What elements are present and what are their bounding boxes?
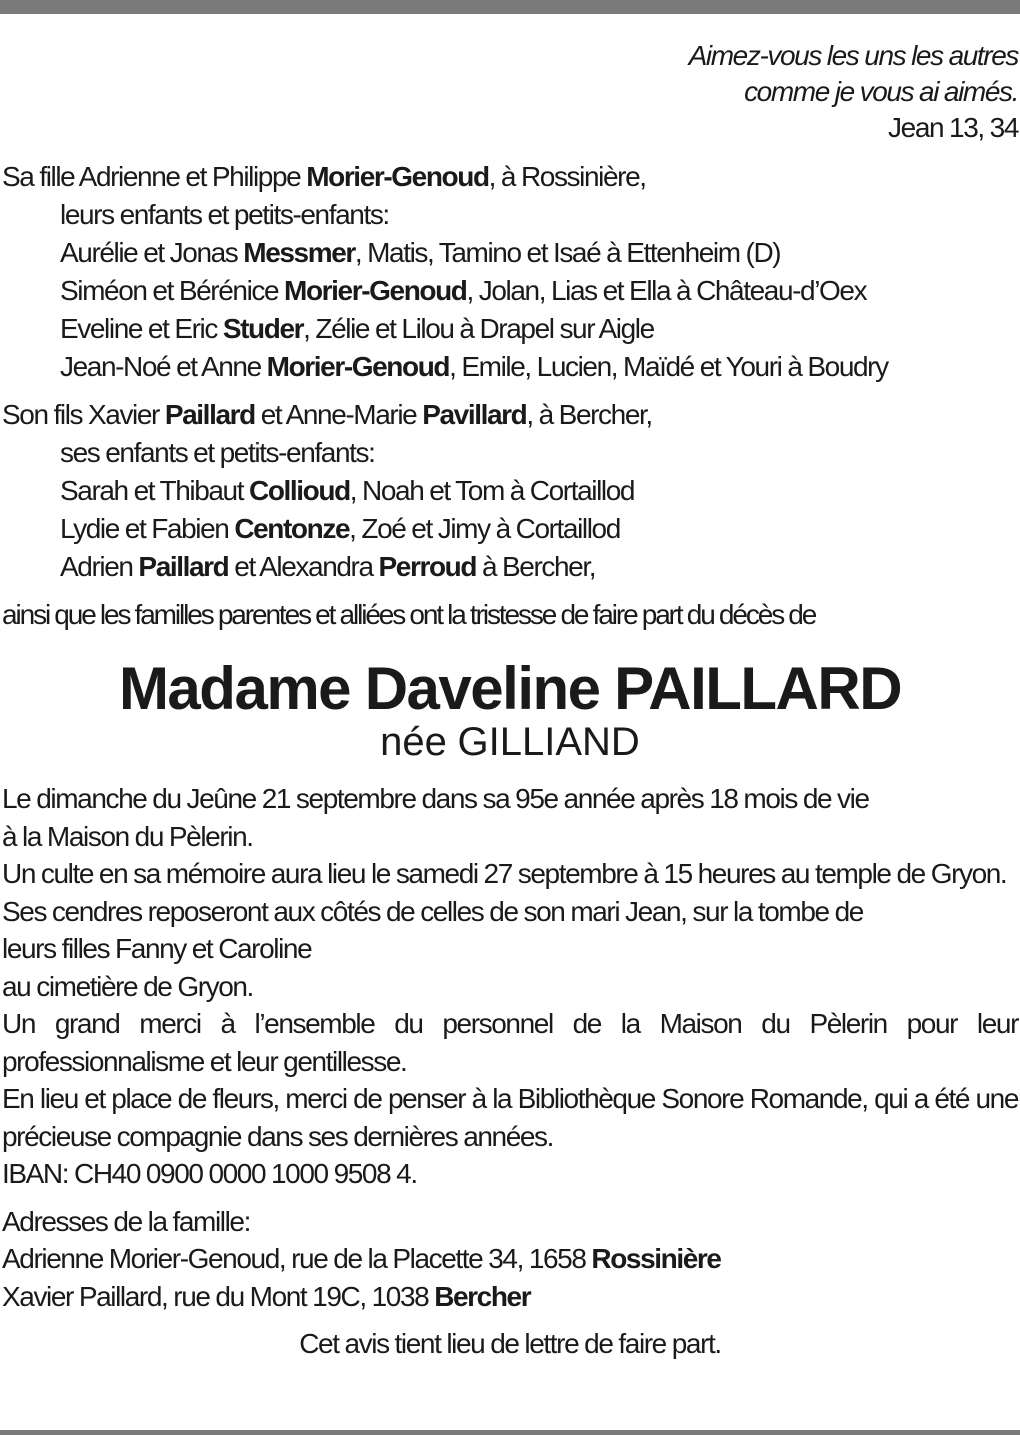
family-member-line: Adrien Paillard et Alexandra Perroud à Bercher, <box>60 551 596 582</box>
body-line: Ses cendres reposeront aux côtés de celles de son mari Jean, sur la tombe de <box>2 895 863 927</box>
family-intro: Son fils Xavier Paillard et Anne-Marie Pavillard, à Bercher, <box>2 399 652 430</box>
body-line: Le dimanche du Jeûne 21 septembre dans sa 95e année après 18 mois de vie <box>2 783 869 814</box>
family-member-line: Lydie et Fabien Centonze, Zoé et Jimy à Cortaillod <box>60 513 620 544</box>
family-member-line: Siméon et Bérénice Morier-Genoud, Jolan, Lias et Ella à Château-d’Oex <box>60 275 867 306</box>
deceased-name: Madame Daveline PAILLARD <box>118 655 902 722</box>
announcement-line: ainsi que les familles parentes et alliées ont la tristesse de faire part du décès de <box>2 599 816 630</box>
family-member-line: Eveline et Eric Studer, Zélie et Lilou à Drapel sur Aigle <box>60 313 654 344</box>
address-line: Xavier Paillard, rue du Mont 19C, 1038 Bercher <box>2 1280 531 1312</box>
family-son-section <box>2 396 1018 586</box>
family-addresses <box>2 1203 1018 1316</box>
family-member-line: Jean-Noé et Anne Morier-Genoud, Emile, Lucien, Maïdé et Youri à Boudry <box>60 351 888 382</box>
family-daughter-section <box>2 158 1018 386</box>
closing-note: Cet avis tient lieu de lettre de faire part. <box>299 1328 721 1359</box>
donation-paragraph: En lieu et place de fleurs, merci de penser à la Bibliothèque Sonore Romande, qui a été une précieuse compagnie dans ses dernières années. <box>2 1083 1018 1152</box>
maiden-name: née GILLIAND <box>380 720 640 764</box>
family-intro: Sa fille Adrienne et Philippe Morier-Genoud, à Rossinière, <box>2 161 646 192</box>
bible-verse <box>2 38 1018 146</box>
top-rule <box>0 0 1020 14</box>
notice-body <box>2 780 1018 1193</box>
thanks-paragraph: Un grand merci à l’ensemble du personnel de la Maison du Pèlerin pour leur professionnalisme et leur gentillesse. <box>2 1008 1018 1077</box>
verse-line-1: Aimez-vous les uns les autres <box>688 40 1018 71</box>
address-line: Adrienne Morier-Genoud, rue de la Placette 34, 1658 Rossinière <box>2 1243 721 1274</box>
verse-line-2: comme je vous ai aimés. <box>744 76 1018 107</box>
verse-reference: Jean 13, 34 <box>888 112 1018 143</box>
body-line: au cimetière de Gryon. <box>2 970 253 1002</box>
body-line: à la Maison du Pèlerin. <box>2 820 253 852</box>
service-paragraph: Un culte en sa mémoire aura lieu le samedi 27 septembre à 15 heures au temple de Gryon. <box>2 858 1007 889</box>
bottom-rule <box>0 1430 1020 1435</box>
body-line: leurs filles Fanny et Caroline <box>2 933 312 964</box>
death-notice <box>2 38 1018 1363</box>
family-member-line: Sarah et Thibaut Collioud, Noah et Tom à Cortaillod <box>60 475 635 506</box>
family-subheading: leurs enfants et petits-enfants: <box>60 199 389 230</box>
family-member-line: Aurélie et Jonas Messmer, Matis, Tamino et Isaé à Ettenheim (D) <box>60 237 781 268</box>
family-subheading: ses enfants et petits-enfants: <box>60 437 375 468</box>
iban-line: IBAN: CH40 0900 0000 1000 9508 4. <box>2 1158 417 1189</box>
family-surname: Morier-Genoud <box>306 161 489 192</box>
addresses-heading: Adresses de la famille: <box>2 1205 250 1237</box>
